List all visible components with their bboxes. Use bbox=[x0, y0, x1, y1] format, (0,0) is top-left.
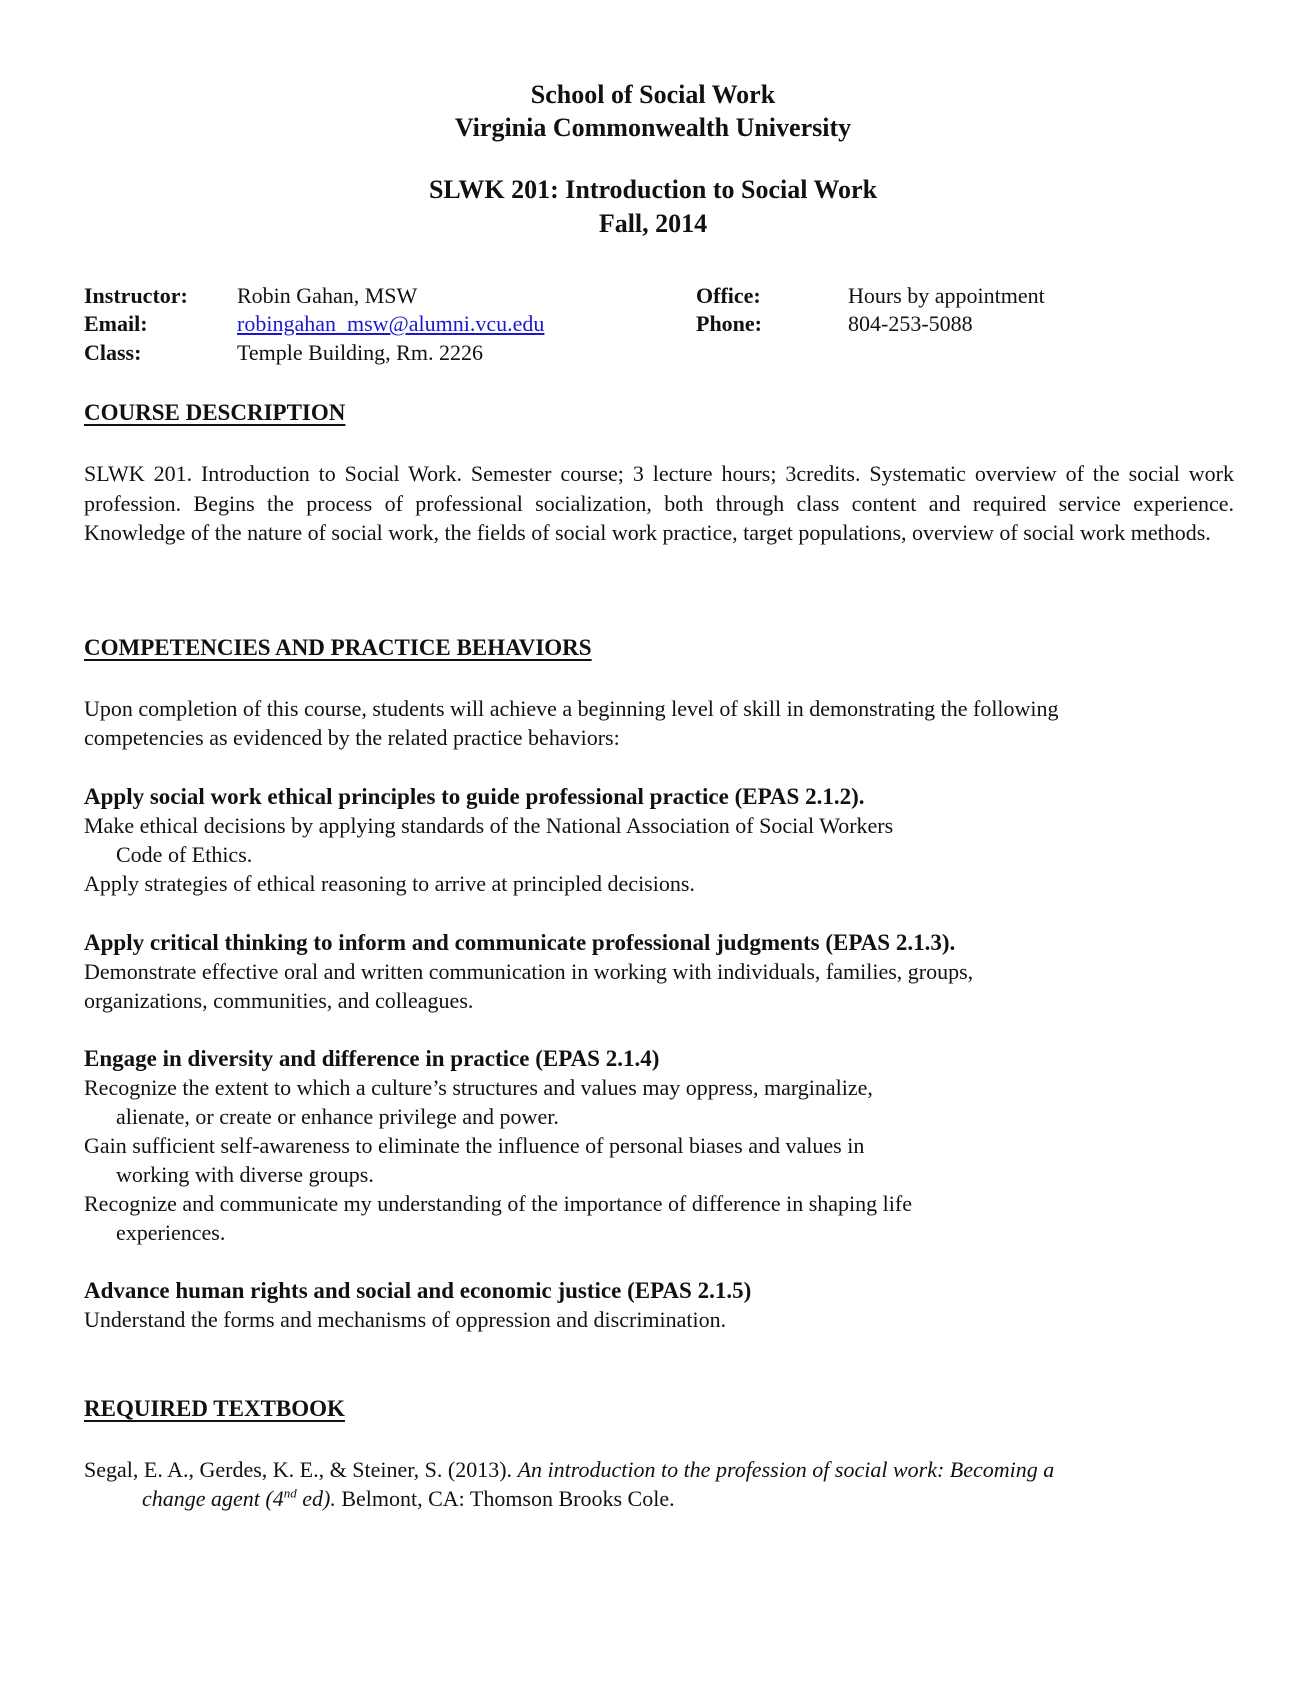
textbook-reference-line bbox=[84, 1455, 1234, 1484]
competencies-intro-line: Upon completion of this course, students will achieve a beginning level of skill in demonstrating the following bbox=[84, 696, 1059, 721]
email-label: Email: bbox=[84, 311, 148, 336]
instructor-value: Robin Gahan, MSW bbox=[237, 283, 418, 308]
textbook-authors: Segal, E. A., Gerdes, K. E., & Steiner, S. (2013). bbox=[84, 1457, 518, 1482]
competencies-intro-line: competencies as evidenced by the related practice behaviors: bbox=[84, 725, 620, 750]
textbook-title: An introduction to the profession of social work: Becoming a bbox=[517, 1457, 1055, 1482]
practice-behavior-line: Apply strategies of ethical reasoning to arrive at principled decisions. bbox=[84, 871, 695, 896]
email-link[interactable]: robingahan_msw@alumni.vcu.edu bbox=[237, 311, 545, 336]
textbook-title-end: ed). bbox=[296, 1486, 336, 1511]
practice-behavior-line: Make ethical decisions by applying standards of the National Association of Social Workers bbox=[84, 813, 894, 838]
textbook-edition-superscript: nd bbox=[283, 1485, 297, 1501]
textbook-reference bbox=[84, 1455, 1234, 1513]
practice-behavior-line: organizations, communities, and colleagues. bbox=[84, 988, 474, 1013]
textbook-heading: REQUIRED TEXTBOOK bbox=[84, 1396, 345, 1421]
practice-behavior-line: Understand the forms and mechanisms of oppression and discrimination. bbox=[84, 1307, 727, 1332]
practice-behavior-line: alienate, or create or enhance privilege and power. bbox=[116, 1104, 559, 1129]
instructor-label: Instructor: bbox=[84, 283, 188, 308]
textbook-title-cont: change agent (4 bbox=[142, 1486, 284, 1511]
practice-behavior-line: Demonstrate effective oral and written communication in working with individuals, families, groups, bbox=[84, 959, 974, 984]
course-title: SLWK 201: Introduction to Social Work bbox=[428, 175, 878, 204]
textbook-reference-line bbox=[84, 1484, 1234, 1513]
competency-title: Apply social work ethical principles to guide professional practice (EPAS 2.1.2). bbox=[84, 784, 865, 809]
course-description-text: SLWK 201. Introduction to Social Work. Semester course; 3 lecture hours; 3credits. Systematic overview of the social work profession. Begins the process of professional socialization, both through class content and required service experience. Knowledge of the nature of social work, the fields of social work practice, target populations, overview of social work methods. bbox=[84, 461, 1234, 545]
competency-title: Advance human rights and social and economic justice (EPAS 2.1.5) bbox=[84, 1278, 752, 1303]
class-label: Class: bbox=[84, 340, 142, 365]
school-name: School of Social Work bbox=[530, 80, 776, 109]
office-value: Hours by appointment bbox=[848, 283, 1045, 308]
competency-title: Apply critical thinking to inform and communicate professional judgments (EPAS 2.1.3). bbox=[84, 930, 956, 955]
practice-behavior-line: experiences. bbox=[116, 1220, 226, 1245]
practice-behavior-line: working with diverse groups. bbox=[116, 1162, 374, 1187]
practice-behavior-line: Recognize and communicate my understanding of the importance of difference in shaping life bbox=[84, 1191, 912, 1216]
office-label: Office: bbox=[696, 283, 761, 308]
course-term: Fall, 2014 bbox=[598, 209, 708, 238]
practice-behavior-line: Gain sufficient self-awareness to eliminate the influence of personal biases and values in bbox=[84, 1133, 865, 1158]
phone-value: 804-253-5088 bbox=[848, 311, 973, 336]
phone-label: Phone: bbox=[696, 311, 762, 336]
competencies-heading: COMPETENCIES AND PRACTICE BEHAVIORS bbox=[84, 635, 592, 660]
class-value: Temple Building, Rm. 2226 bbox=[237, 340, 483, 365]
practice-behavior-line: Code of Ethics. bbox=[116, 842, 253, 867]
competency-title: Engage in diversity and difference in practice (EPAS 2.1.4) bbox=[84, 1046, 660, 1071]
practice-behavior-line: Recognize the extent to which a culture’s structures and values may oppress, marginalize, bbox=[84, 1075, 873, 1100]
textbook-publisher: Belmont, CA: Thomson Brooks Cole. bbox=[335, 1486, 675, 1511]
course-description-heading: COURSE DESCRIPTION bbox=[84, 400, 346, 425]
university-name: Virginia Commonwealth University bbox=[454, 113, 852, 142]
